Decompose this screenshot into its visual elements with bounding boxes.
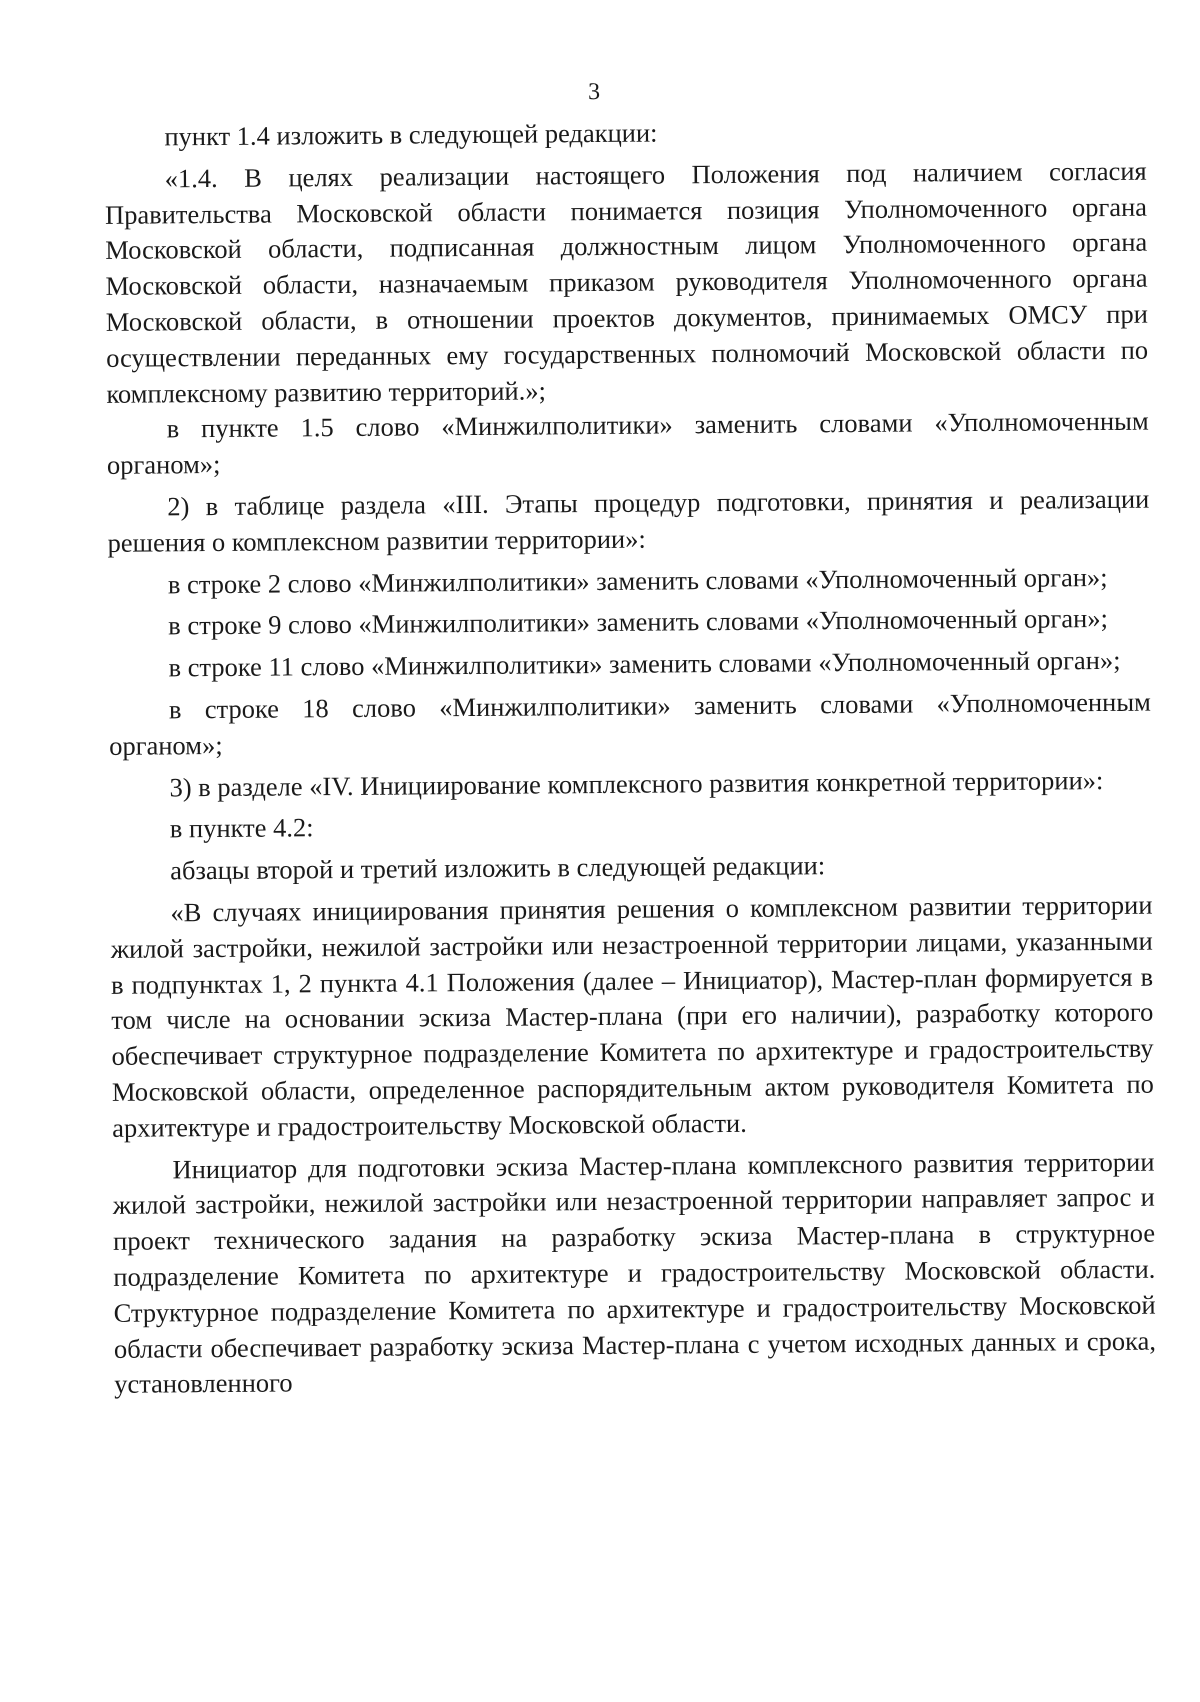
page-number: 3 (587, 78, 601, 106)
document-body (104, 112, 1156, 1409)
paragraph: в строке 11 слово «Минжилполитики» заменить словами «Уполномоченный орган»; (168, 645, 1121, 683)
paragraph: Инициатор для подготовки эскиза Мастер-плана комплексного развития территории жилой застройки, нежилой застройки или незастроенной территории направляет запрос и проект технического задания на разработку эскиза Мастер-плана в структурное подразделение Комитета по архитектуре и градостроительству Московской области. Структурное подразделение Комитета по архитектуре и градостроительству Московской области обеспечивает разработку эскиза Мастер-плана с учетом исходных данных и срока, установленного (112, 1146, 1156, 1400)
paragraph: 2) в таблице раздела «III. Этапы процедур подготовки, принятия и реализации решения о комплексном развитии территории»: (107, 483, 1150, 558)
paragraph: «1.4. В целях реализации настоящего Положения под наличием согласия Правительства Московской области понимается позиция Уполномоченного органа Московской области, подписанная должностным лицом Уполномоченного органа Московской области, назначаемым приказом руководителя Уполномоченного органа Московской области, в отношении проектов документов, принимаемых ОМСУ при осуществлении переданных ему государственных полномочий Московской области по комплексному развитию территорий.»; (104, 155, 1149, 409)
paragraph: абзацы второй и третий изложить в следующей редакции: (170, 850, 826, 886)
paragraph: «В случаях инициирования принятия решения о комплексном развитии территории жилой застройки, нежилой застройки или незастроенной территории лицами, указанными в подпунктах 1, 2 пункта 4.1 Положения (далее – Инициатор), Мастер-план формируется в том числе на основании эскиза Мастер-плана (при его наличии), разработку которого обеспечивает структурное подразделение Комитета по архитектуре и градостроительству Московской области, определенное распорядительным актом руководителя Комитета по архитектуре и градостроительству Московской области. (110, 889, 1154, 1143)
paragraph: в пункте 1.5 слово «Минжилполитики» заменить словами «Уполномоченным органом»; (106, 406, 1149, 481)
paragraph: в строке 2 слово «Минжилполитики» заменить словами «Уполномоченный орган»; (167, 561, 1108, 599)
paragraph: в строке 9 слово «Минжилполитики» заменить словами «Уполномоченный орган»; (168, 603, 1109, 641)
paragraph: пункт 1.4 изложить в следующей редакции: (164, 117, 658, 152)
paragraph: в пункте 4.2: (169, 812, 314, 844)
paragraph: в строке 18 слово «Минжилполитики» заменить словами «Уполномоченным органом»; (109, 686, 1151, 761)
paragraph: 3) в разделе «IV. Инициирование комплексного развития конкретной территории»: (169, 764, 1104, 802)
